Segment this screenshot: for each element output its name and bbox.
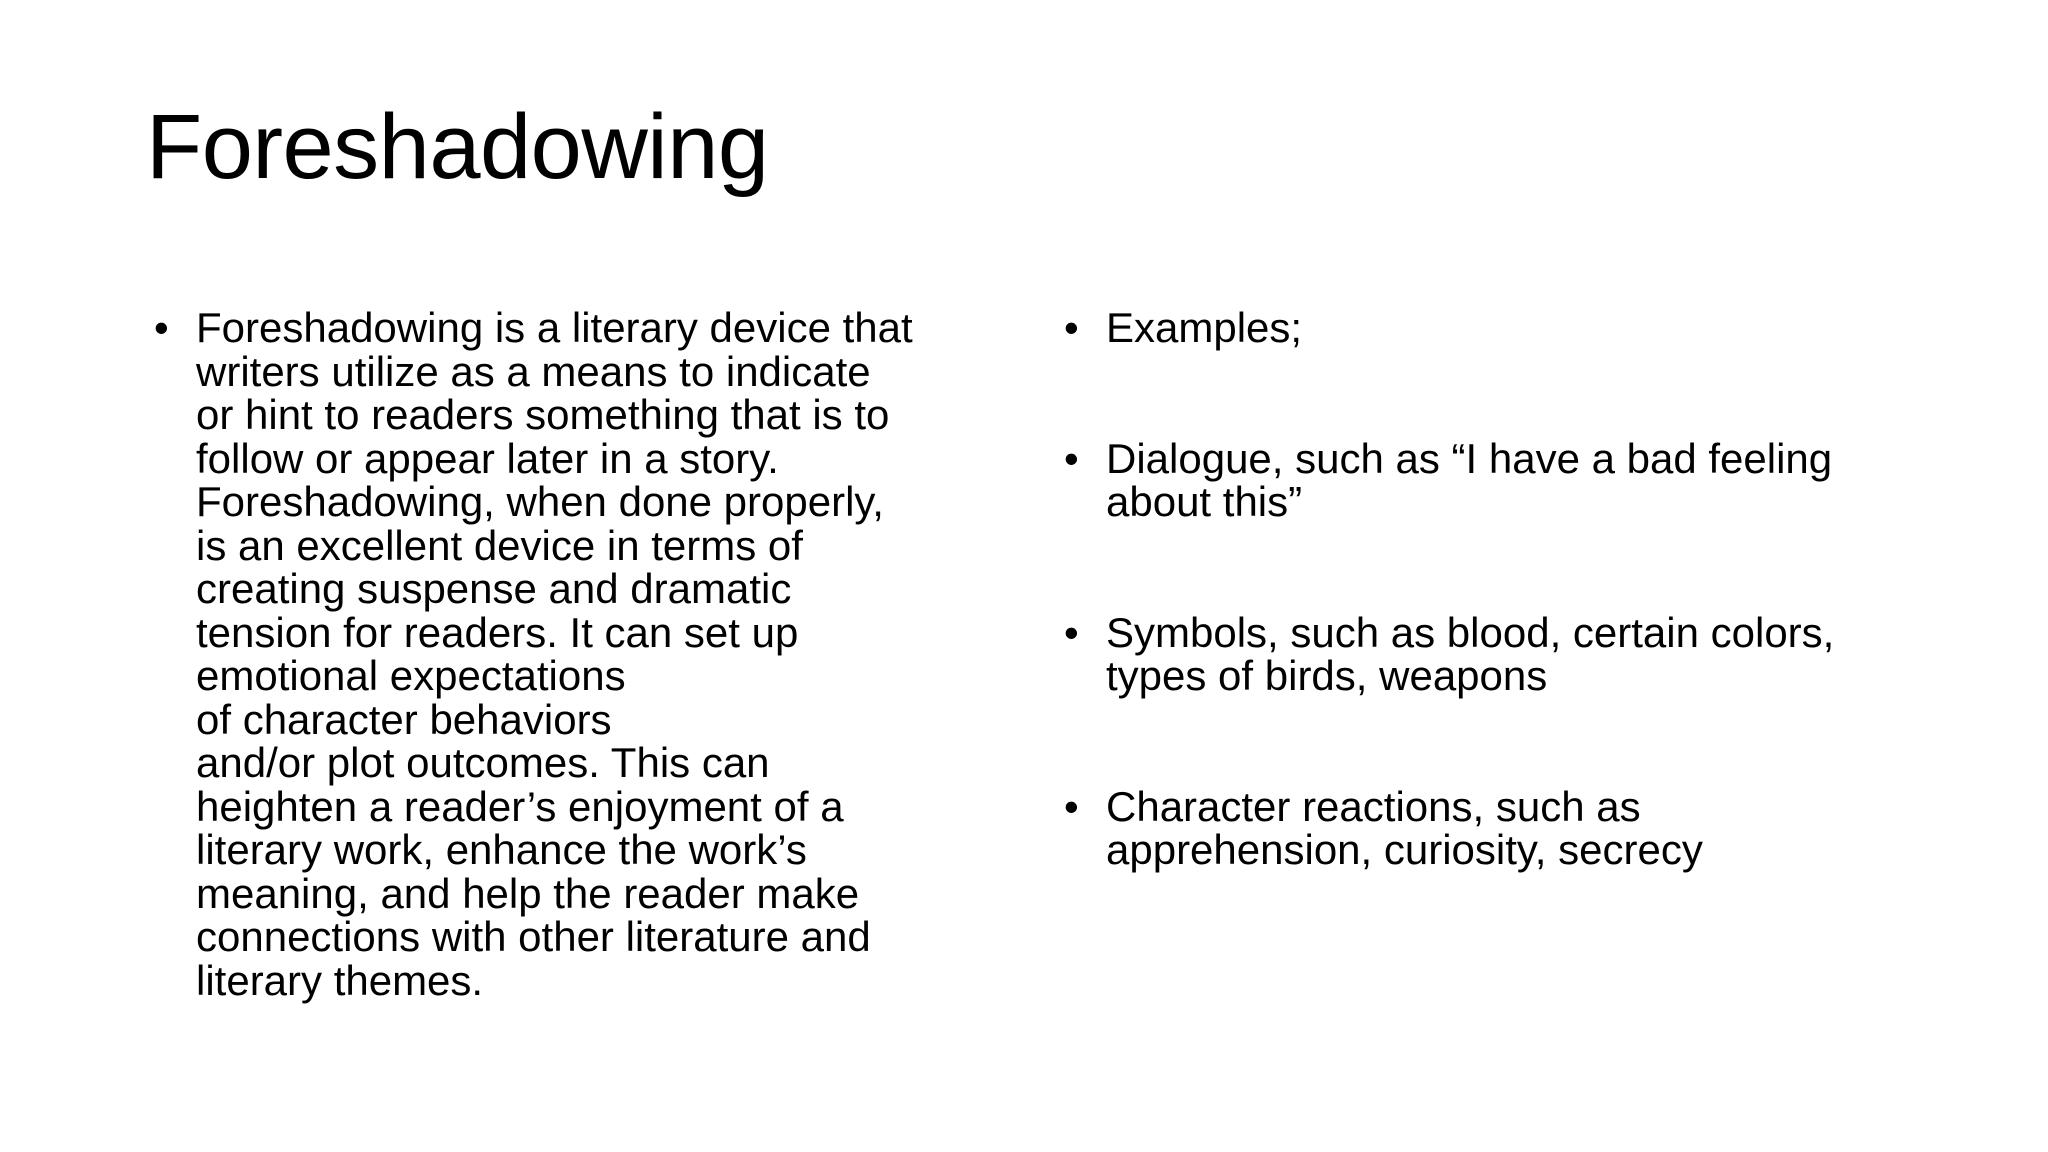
- bullet-line: or hint to readers something that is to: [196, 391, 890, 438]
- dialogue-example-bullet: [1058, 434, 1968, 525]
- definition-bullet: [148, 306, 1008, 1002]
- examples-heading-bullet: [1058, 306, 1968, 350]
- bullet-line: meaning, and help the reader make: [196, 869, 860, 917]
- bullet-line: creating suspense and dramatic: [196, 565, 792, 612]
- bullet-line: • Dialogue, such as “I have a bad feeling: [1106, 434, 1833, 482]
- bullet-line: literary themes.: [196, 956, 484, 1004]
- bullet-line: apprehension, curiosity, secrecy: [1106, 826, 1703, 873]
- bullet-line: follow or appear later in a story.: [196, 434, 779, 482]
- bullet-line: about this”: [1106, 478, 1303, 525]
- bullet-line: • Examples;: [1106, 304, 1303, 351]
- bullet-line: is an excellent device in terms of: [196, 521, 803, 569]
- right-content-column: [1058, 306, 1968, 872]
- bullet-line: • Character reactions, such as: [1106, 782, 1641, 830]
- bullet-line: tension for readers. It can set up: [196, 608, 799, 656]
- slide-title: Foreshadowing: [146, 96, 769, 198]
- symbols-example-bullet: [1058, 608, 1968, 699]
- bullet-line: Foreshadowing, when done properly,: [196, 478, 884, 525]
- bullet-line: connections with other literature and: [196, 913, 871, 960]
- character-reactions-example-bullet: [1058, 782, 1968, 873]
- bullet-line: of character behaviors: [196, 695, 612, 743]
- bullet-line: and/or plot outcomes. This can: [196, 739, 770, 786]
- bullet-line: literary work, enhance the work’s: [196, 826, 807, 873]
- bullet-line: emotional expectations: [196, 652, 626, 699]
- bullet-line: writers utilize as a means to indicate: [196, 347, 871, 395]
- bullet-line: types of birds, weapons: [1106, 652, 1548, 699]
- bullet-line: • Symbols, such as blood, certain colors,: [1106, 608, 1835, 656]
- left-content-column: [148, 306, 1008, 1002]
- bullet-line: • Foreshadowing is a literary device that: [196, 304, 913, 351]
- bullet-line: heighten a reader’s enjoyment of a: [196, 782, 844, 830]
